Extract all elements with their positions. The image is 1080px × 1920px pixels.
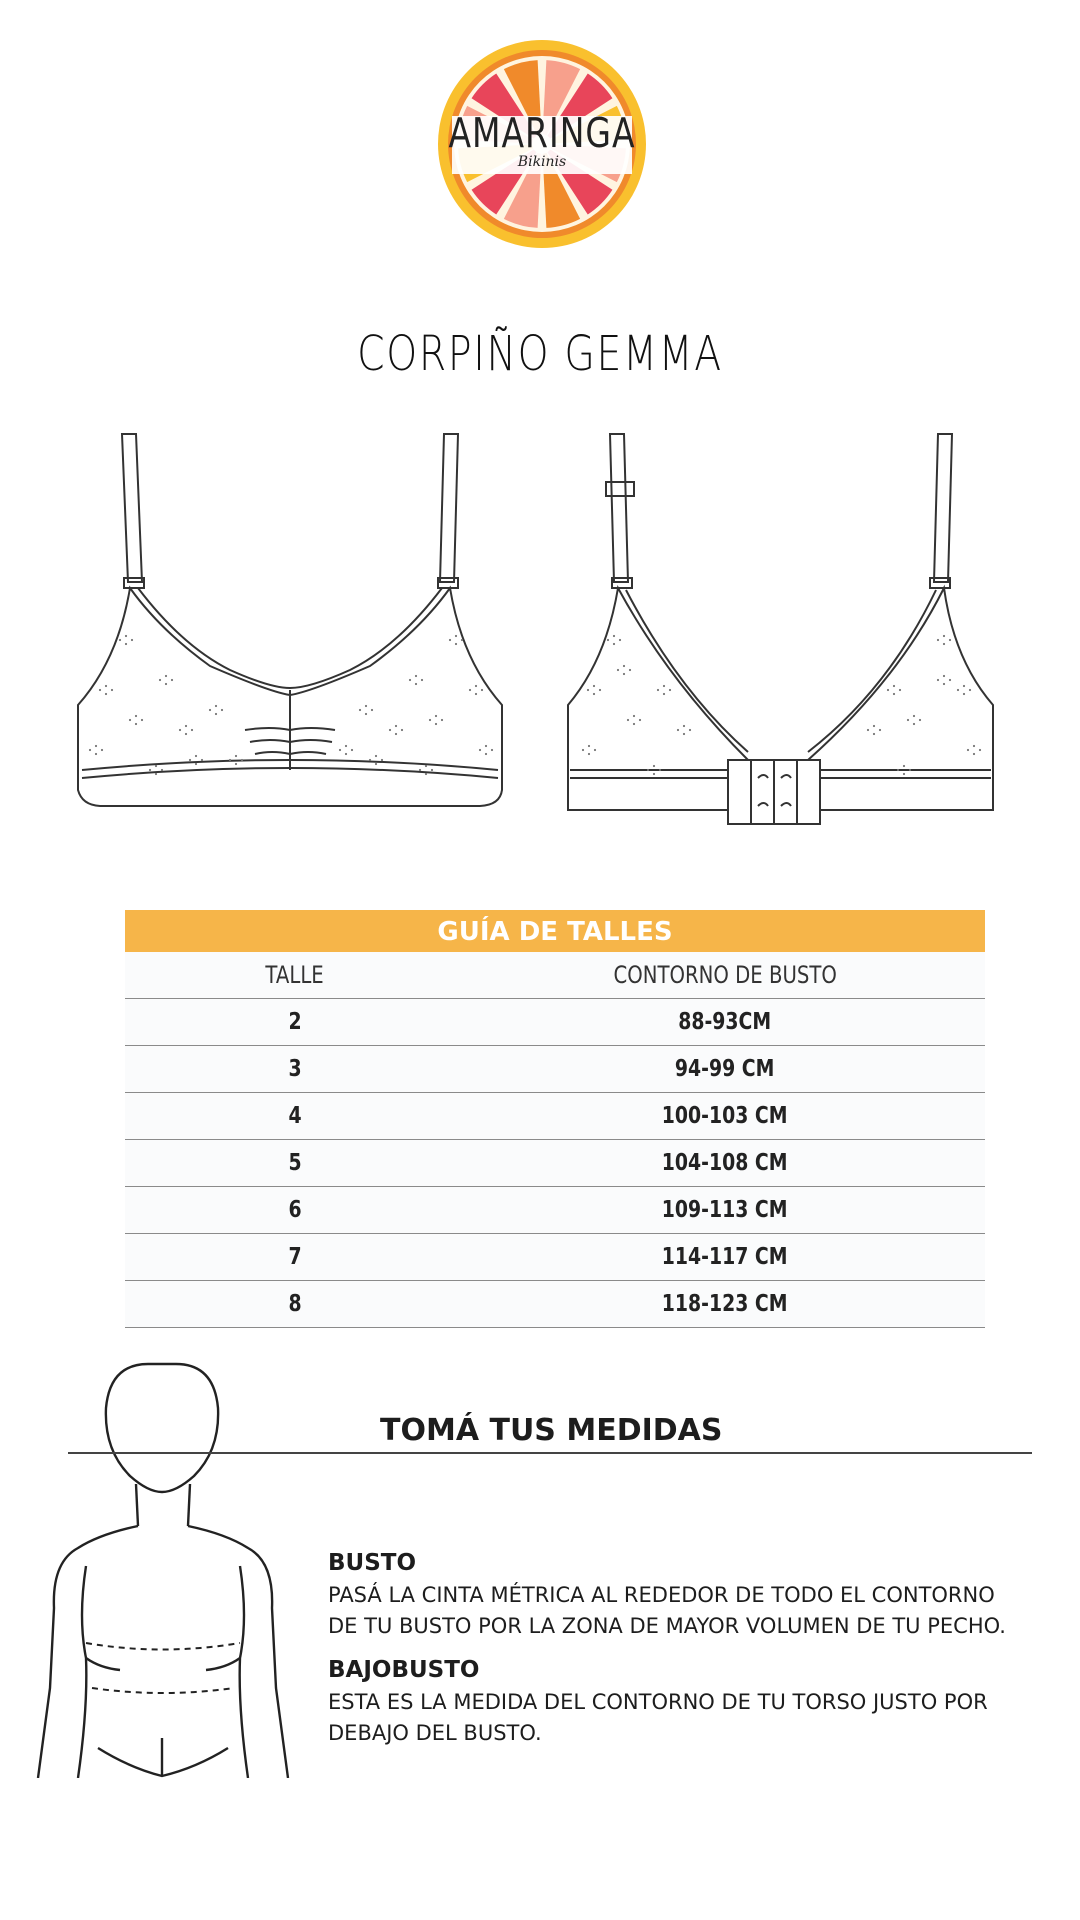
size-column-header: TALLE <box>265 961 325 989</box>
table-row <box>125 1045 985 1092</box>
bust-value: 104-108 CM <box>662 1150 788 1176</box>
size-value: 8 <box>288 1291 302 1317</box>
table-row <box>125 1092 985 1139</box>
bust-column-header: CONTORNO DE BUSTO <box>613 961 837 989</box>
size-value: 3 <box>288 1056 302 1082</box>
underbust-title: BAJOBUSTO <box>328 1657 480 1683</box>
measure-title: TOMÁ TUS MEDIDAS <box>380 1413 723 1448</box>
table-row <box>125 1233 985 1280</box>
page-title: CORPIÑO GEMMA <box>357 326 723 382</box>
table-row <box>125 1139 985 1186</box>
size-guide-table <box>125 910 985 1328</box>
size-value: 5 <box>288 1150 302 1176</box>
underbust-text-line-2: DEBAJO DEL BUSTO. <box>328 1721 542 1745</box>
size-value: 4 <box>288 1103 302 1129</box>
table-row <box>125 1280 985 1328</box>
bust-value: 100-103 CM <box>662 1103 788 1129</box>
size-value: 7 <box>288 1244 302 1270</box>
table-header-row <box>125 952 985 998</box>
bust-text-line-2: DE TU BUSTO POR LA ZONA DE MAYOR VOLUMEN DE TU PECHO. <box>328 1614 1006 1638</box>
bra-back-illustration <box>558 430 1003 860</box>
bust-title: BUSTO <box>328 1550 417 1576</box>
bust-value: 118-123 CM <box>662 1291 788 1317</box>
brand-name: AMARINGA <box>448 107 636 157</box>
measure-divider <box>68 1452 1032 1454</box>
table-row <box>125 1186 985 1233</box>
size-value: 6 <box>288 1197 302 1223</box>
size-value: 2 <box>288 1009 302 1035</box>
brand-subtitle: Bikinis <box>517 153 567 170</box>
bust-value: 88-93CM <box>678 1009 772 1035</box>
table-row <box>125 998 985 1045</box>
size-guide-heading: GUÍA DE TALLES <box>125 910 985 952</box>
underbust-text-line-1: ESTA ES LA MEDIDA DEL CONTORNO DE TU TORSO JUSTO POR <box>328 1690 988 1714</box>
bust-text-line-1: PASÁ LA CINTA MÉTRICA AL REDEDOR DE TODO EL CONTORNO <box>328 1583 995 1607</box>
bust-value: 94-99 CM <box>675 1056 775 1082</box>
bust-value: 114-117 CM <box>662 1244 788 1270</box>
bra-front-illustration <box>70 430 510 860</box>
body-figure-illustration <box>30 1358 300 1778</box>
brand-logo <box>436 38 648 250</box>
bust-value: 109-113 CM <box>662 1197 788 1223</box>
